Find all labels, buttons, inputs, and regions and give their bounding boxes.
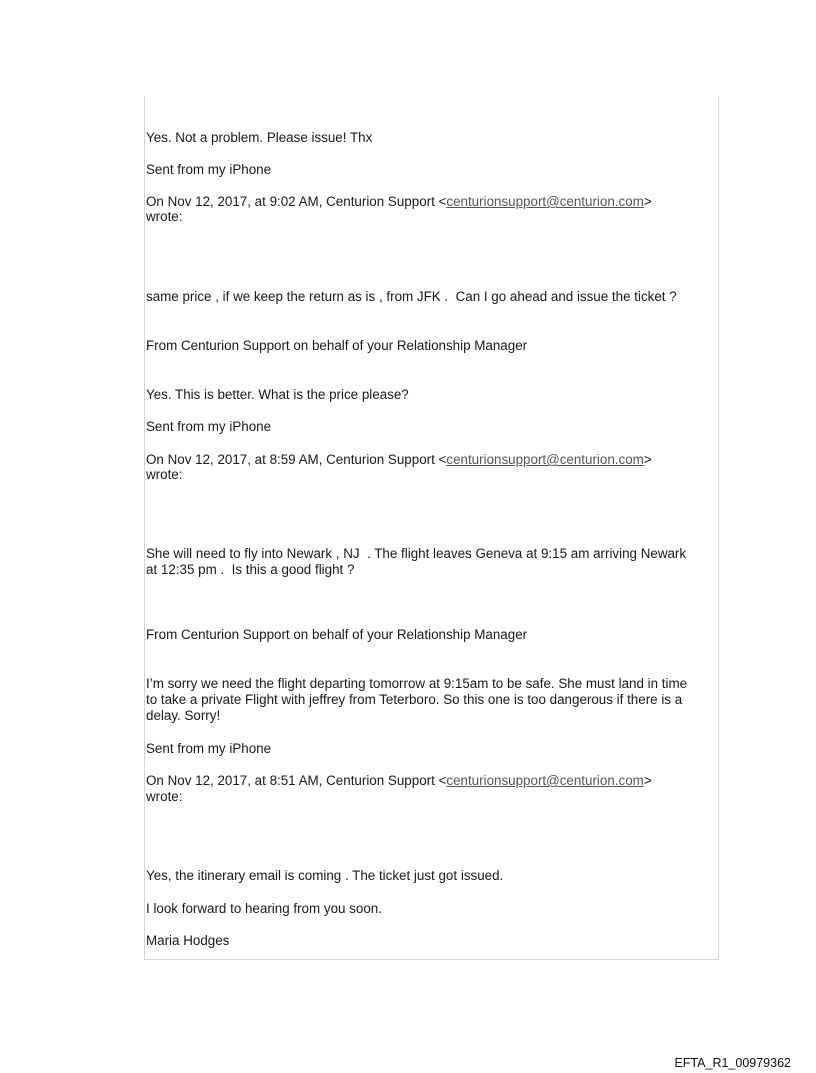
support-1-body: same price , if we keep the return as is , from JFK . Can I go ahead and issue the ticket ?: [146, 289, 677, 304]
support-3-body: Yes, the itinerary email is coming . The ticket just got issued.: [146, 868, 504, 883]
reply-3-body-line-3: delay. Sorry!: [146, 708, 221, 723]
reply-1-quote-header: [146, 194, 716, 209]
reply-3-body-line-2: to take a private Flight with jeffrey from Teterboro. So this one is too dangerous if there is a: [146, 692, 683, 707]
reply-3-signature: Sent from my iPhone: [146, 741, 272, 756]
quote-header-prefix: On Nov 12, 2017, at 8:51 AM, Centurion Support <: [146, 773, 447, 788]
support-2-body-line-1: She will need to fly into Newark , NJ . The flight leaves Geneva at 9:15 am arriving Newark: [146, 546, 687, 561]
reply-2-quote-wrote: wrote:: [146, 467, 183, 482]
reply-2-signature: Sent from my iPhone: [146, 419, 272, 434]
support-email-link[interactable]: centurionsupport@centurion.com: [446, 773, 644, 788]
reply-2-body: Yes. This is better. What is the price please?: [146, 387, 409, 402]
reply-1-quote-wrote: wrote:: [146, 209, 183, 224]
reply-1-body: Yes. Not a problem. Please issue! Thx: [146, 130, 373, 145]
support-3-closing: I look forward to hearing from you soon.: [146, 901, 382, 916]
reply-2-quote-header: [146, 452, 716, 467]
quote-header-suffix: >: [643, 773, 652, 788]
email-message-frame: [144, 96, 719, 960]
quote-header-prefix: On Nov 12, 2017, at 9:02 AM, Centurion Support <: [146, 194, 447, 209]
reply-1-signature: Sent from my iPhone: [146, 162, 272, 177]
reply-3-quote-wrote: wrote:: [146, 789, 183, 804]
support-email-link[interactable]: centurionsupport@centurion.com: [446, 452, 644, 467]
quote-header-suffix: >: [643, 194, 652, 209]
reply-3-body-line-1: I’m sorry we need the flight departing tomorrow at 9:15am to be safe. She must land in time: [146, 676, 688, 691]
reply-3-quote-header: [146, 773, 716, 788]
document-id: EFTA_R1_00979362: [674, 1056, 791, 1070]
support-2-body-line-2: at 12:35 pm . Is this a good flight ?: [146, 562, 355, 577]
support-2-from-line: From Centurion Support on behalf of your Relationship Manager: [146, 627, 528, 642]
support-3-sender-name: Maria Hodges: [146, 933, 230, 948]
quote-header-prefix: On Nov 12, 2017, at 8:59 AM, Centurion Support <: [146, 452, 447, 467]
support-1-from-line: From Centurion Support on behalf of your Relationship Manager: [146, 338, 528, 353]
quote-header-suffix: >: [643, 452, 652, 467]
support-email-link[interactable]: centurionsupport@centurion.com: [446, 194, 644, 209]
